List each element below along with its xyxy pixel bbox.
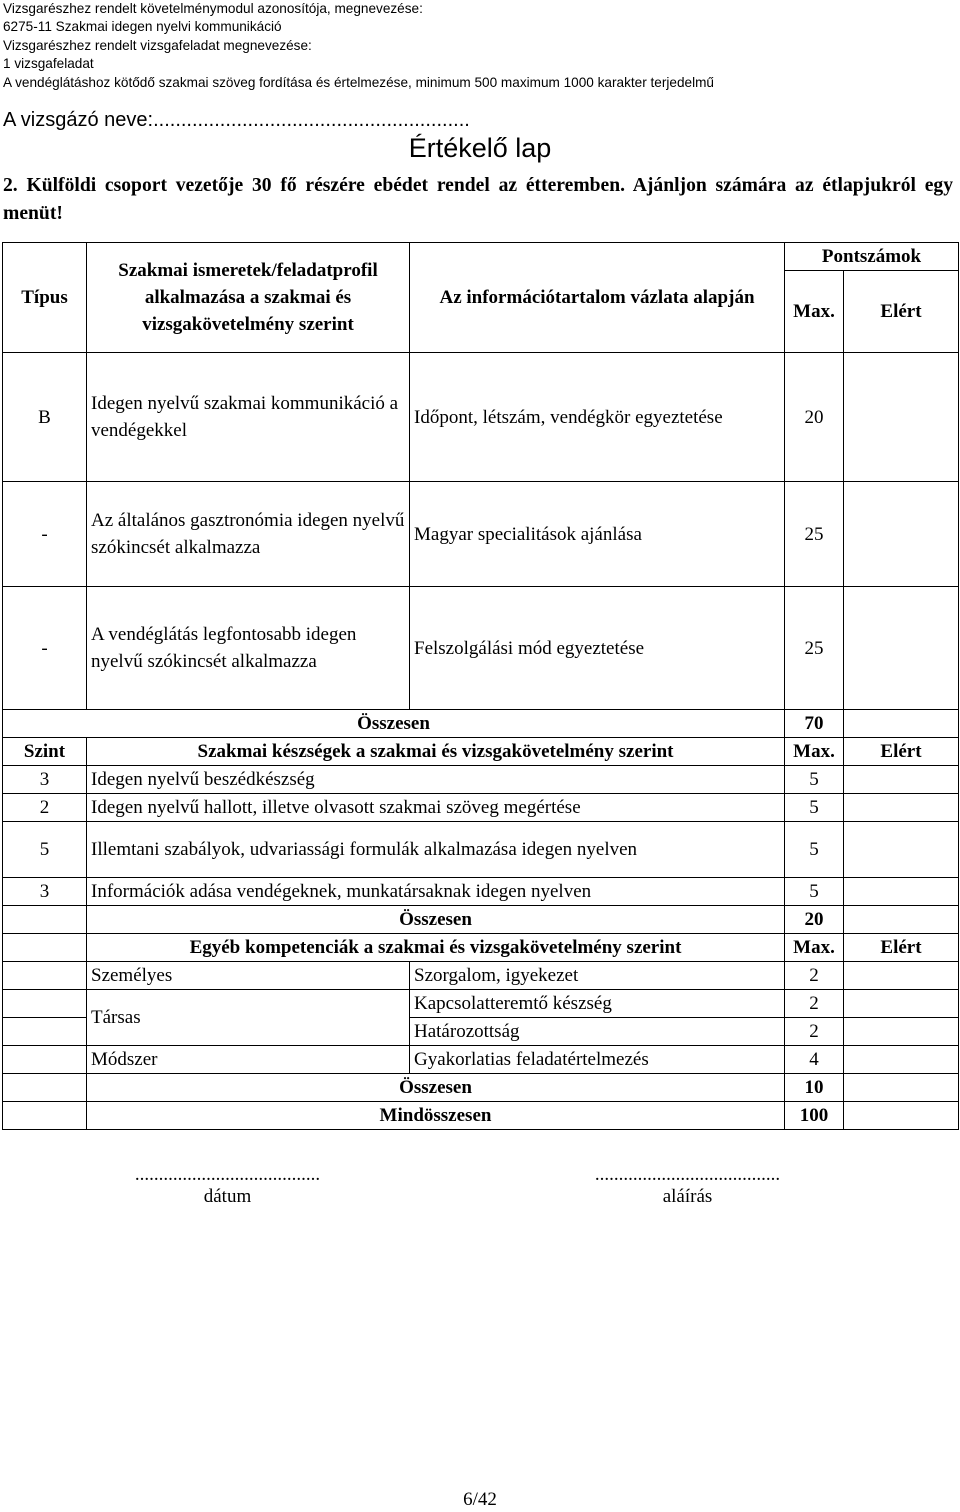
- cell-competency: Kapcsolatteremtő készség: [410, 990, 785, 1018]
- header-info: Az információtartalom vázlata alapján: [410, 243, 785, 353]
- header-line-module-name: 6275-11 Szakmai idegen nyelvi kommunikáció: [3, 19, 282, 35]
- page-title: Értékelő lap: [408, 133, 552, 163]
- cell-elert[interactable]: [844, 353, 959, 482]
- row-spacer: [3, 1046, 87, 1074]
- header-max: Max.: [785, 738, 844, 766]
- table-row: [3, 766, 959, 794]
- cell-profil: A vendéglátás legfontosabb idegen nyelvű szókincsét alkalmazza: [87, 587, 410, 710]
- grand-total-label: Mindösszesen: [87, 1102, 785, 1130]
- cell-max: 4: [785, 1046, 844, 1074]
- cell-info: Felszolgálási mód egyeztetése: [410, 587, 785, 710]
- cell-max: 25: [785, 587, 844, 710]
- row-spacer: [3, 1018, 87, 1046]
- grand-total-row: [3, 1102, 959, 1130]
- total-spacer: [3, 1074, 87, 1102]
- cell-competency: Határozottság: [410, 1018, 785, 1046]
- table-row: [3, 962, 959, 990]
- cell-tipus: -: [3, 587, 87, 710]
- total-value: 20: [785, 906, 844, 934]
- cell-szint: 2: [3, 794, 87, 822]
- table-row: [3, 822, 959, 878]
- cell-elert[interactable]: [844, 482, 959, 587]
- table3-total-row: [3, 1074, 959, 1102]
- header-elert: Elért: [844, 271, 959, 353]
- header-szint: Szint: [3, 738, 87, 766]
- header-profil: Szakmai ismeretek/feladatprofil alkalmazása a szakmai és vizsgakövetelmény szerint: [87, 243, 410, 353]
- cell-elert[interactable]: [844, 587, 959, 710]
- header-max: Max.: [785, 934, 844, 962]
- table1-total-row: [3, 710, 959, 738]
- row-spacer: [3, 962, 87, 990]
- cell-elert[interactable]: [844, 990, 959, 1018]
- total-label: Összesen: [3, 710, 785, 738]
- cell-max: 5: [785, 878, 844, 906]
- table-row: [3, 990, 959, 1018]
- header-elert: Elért: [844, 738, 959, 766]
- table1-header-row: [3, 243, 959, 271]
- cell-info: Időpont, létszám, vendégkör egyeztetése: [410, 353, 785, 482]
- date-label: dátum: [203, 1186, 252, 1207]
- table2-total-row: [3, 906, 959, 934]
- cell-tipus: B: [3, 353, 87, 482]
- cell-skill: Idegen nyelvű hallott, illetve olvasott szakmai szöveg megértése: [87, 794, 785, 822]
- table-row: [3, 482, 959, 587]
- cell-max: 20: [785, 353, 844, 482]
- cell-szint: 5: [3, 822, 87, 878]
- cell-skill: Idegen nyelvű beszédkészség: [87, 766, 785, 794]
- cell-max: 2: [785, 1018, 844, 1046]
- header-line-task-name: A vendéglátáshoz kötődő szakmai szöveg fordítása és értelmezése, minimum 500 maximum 1000 karakter terjedelmű: [3, 74, 714, 90]
- grand-total-spacer: [3, 1102, 87, 1130]
- cell-info: Magyar specialitások ajánlása: [410, 482, 785, 587]
- total-value: 10: [785, 1074, 844, 1102]
- grand-total-elert[interactable]: [844, 1102, 959, 1130]
- cell-elert[interactable]: [844, 878, 959, 906]
- header-line-task-number: 1 vizsgafeladat: [3, 56, 94, 72]
- cell-elert[interactable]: [844, 962, 959, 990]
- header-skills: Szakmai készségek a szakmai és vizsgakövetelmény szerint: [87, 738, 785, 766]
- header-line-module-label: Vizsgarészhez rendelt követelménymodul azonosítója, megnevezése:: [3, 1, 423, 16]
- cell-skill: Információk adása vendégeknek, munkatársaknak idegen nyelven: [87, 878, 785, 906]
- cell-category: Társas: [87, 990, 410, 1046]
- task-description: 2. Külföldi csoport vezetője 30 fő részére ebédet rendel az étteremben. Ajánljon számára az étlapjukról egy menüt!: [3, 175, 953, 224]
- cell-max: 2: [785, 962, 844, 990]
- header-spacer: [3, 934, 87, 962]
- total-elert[interactable]: [844, 710, 959, 738]
- total-elert[interactable]: [844, 906, 959, 934]
- cell-profil: Idegen nyelvű szakmai kommunikáció a vendégekkel: [87, 353, 410, 482]
- header-max: Max.: [785, 271, 844, 353]
- date-dots[interactable]: .......................................: [134, 1164, 321, 1185]
- signature-block: [550, 1164, 825, 1208]
- examinee-name-field: A vizsgázó neve:.........................................................: [3, 109, 470, 131]
- table-row: [3, 878, 959, 906]
- cell-max: 5: [785, 822, 844, 878]
- total-value: 70: [785, 710, 844, 738]
- header-elert: Elért: [844, 934, 959, 962]
- cell-elert[interactable]: [844, 822, 959, 878]
- cell-elert[interactable]: [844, 1046, 959, 1074]
- cell-category: Személyes: [87, 962, 410, 990]
- page-number: 6/42: [463, 1489, 497, 1510]
- table3-header-row: [3, 934, 959, 962]
- table-row: [3, 1046, 959, 1074]
- table2-header-row: [3, 738, 959, 766]
- cell-skill: Illemtani szabályok, udvariassági formulák alkalmazása idegen nyelven: [87, 822, 785, 878]
- table-row: [3, 353, 959, 482]
- table-row: [3, 587, 959, 710]
- cell-category: Módszer: [87, 1046, 410, 1074]
- total-spacer: [3, 906, 87, 934]
- cell-elert[interactable]: [844, 794, 959, 822]
- row-spacer: [3, 990, 87, 1018]
- cell-competency: Szorgalom, igyekezet: [410, 962, 785, 990]
- header-tipus: Típus: [3, 243, 87, 353]
- cell-elert[interactable]: [844, 766, 959, 794]
- cell-competency: Gyakorlatias feladatértelmezés: [410, 1046, 785, 1074]
- signature-dots[interactable]: .......................................: [594, 1164, 781, 1185]
- cell-max: 5: [785, 794, 844, 822]
- date-signature-block: [90, 1164, 365, 1208]
- cell-tipus: -: [3, 482, 87, 587]
- grand-total-value: 100: [785, 1102, 844, 1130]
- cell-profil: Az általános gasztronómia idegen nyelvű szókincsét alkalmazza: [87, 482, 410, 587]
- header-competencies: Egyéb kompetenciák a szakmai és vizsgakövetelmény szerint: [87, 934, 785, 962]
- cell-elert[interactable]: [844, 1018, 959, 1046]
- total-elert[interactable]: [844, 1074, 959, 1102]
- signature-label: aláírás: [662, 1186, 713, 1207]
- table-row: [3, 794, 959, 822]
- cell-max: 2: [785, 990, 844, 1018]
- cell-max: 25: [785, 482, 844, 587]
- total-label: Összesen: [87, 1074, 785, 1102]
- document-header: [3, 0, 953, 92]
- header-pontszamok: Pontszámok: [785, 243, 959, 271]
- evaluation-table: [2, 242, 959, 1130]
- cell-szint: 3: [3, 766, 87, 794]
- header-line-task-label: Vizsgarészhez rendelt vizsgafeladat megnevezése:: [3, 37, 312, 53]
- total-label: Összesen: [87, 906, 785, 934]
- cell-max: 5: [785, 766, 844, 794]
- cell-szint: 3: [3, 878, 87, 906]
